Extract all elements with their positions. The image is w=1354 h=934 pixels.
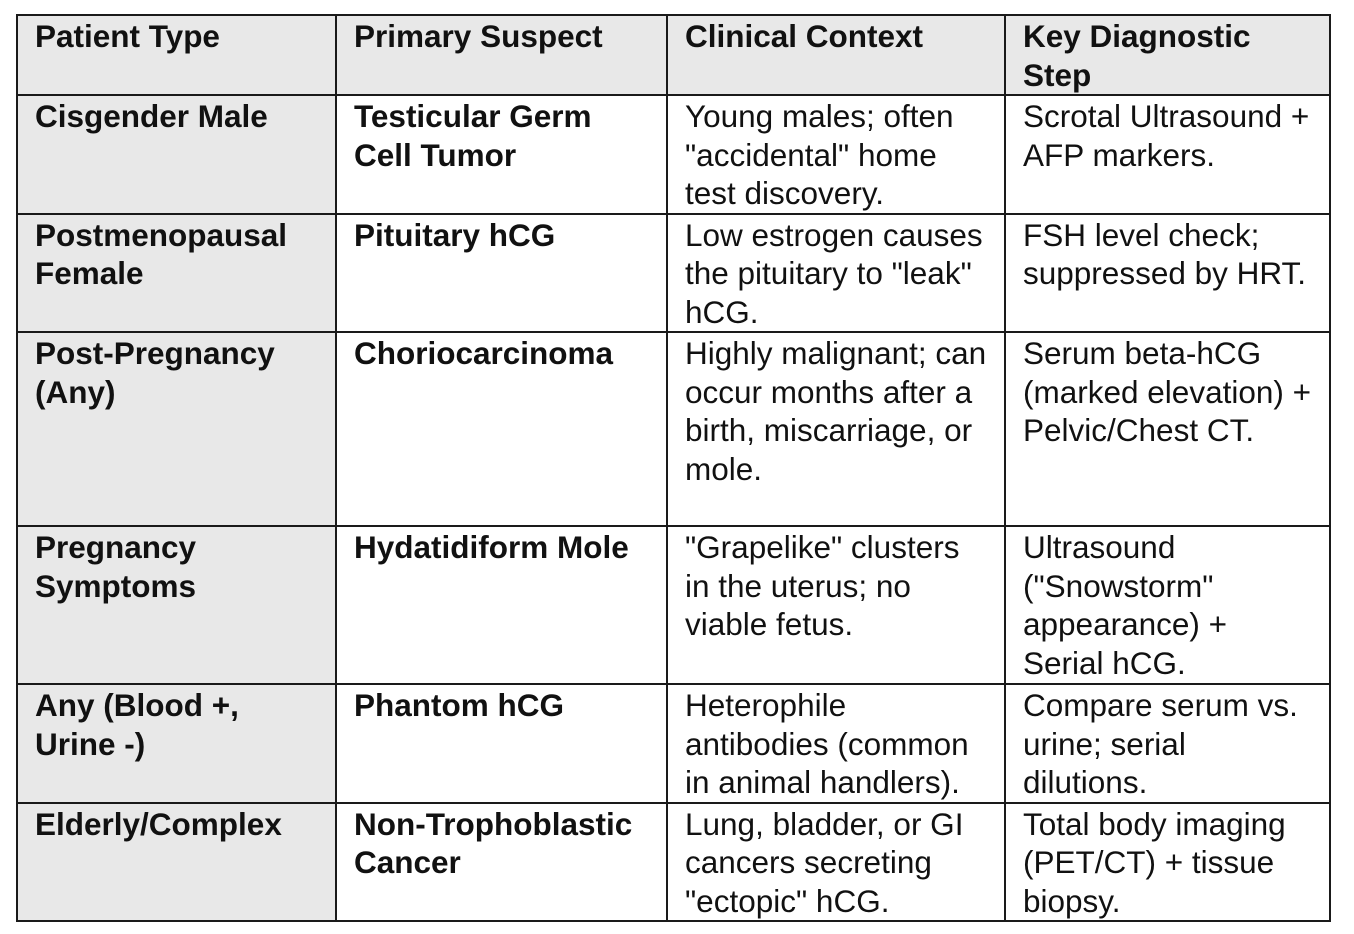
clinical-context-cell: Heterophile antibodies (common in animal handlers). [667, 684, 1005, 803]
clinical-context-cell: Low estrogen causes the pituitary to "leak" hCG. [667, 214, 1005, 333]
patient-type-cell: Postmenopausal Female [17, 214, 336, 333]
patient-type-cell: Pregnancy Symptoms [17, 526, 336, 684]
patient-type-cell: Cisgender Male [17, 95, 336, 214]
primary-suspect-cell: Pituitary hCG [336, 214, 667, 333]
header-clinical-context: Clinical Context [667, 15, 1005, 95]
table-row [17, 214, 1330, 333]
clinical-context-cell: Young males; often "accidental" home test discovery. [667, 95, 1005, 214]
patient-type-cell: Post-Pregnancy (Any) [17, 332, 336, 526]
primary-suspect-cell: Non-Trophoblastic Cancer [336, 803, 667, 922]
key-step-cell: FSH level check; suppressed by HRT. [1005, 214, 1330, 333]
key-step-cell: Ultrasound ("Snowstorm" appearance) + Serial hCG. [1005, 526, 1330, 684]
primary-suspect-cell: Testicular Germ Cell Tumor [336, 95, 667, 214]
key-step-cell: Scrotal Ultrasound + AFP markers. [1005, 95, 1330, 214]
patient-type-cell: Any (Blood +, Urine -) [17, 684, 336, 803]
table-row [17, 95, 1330, 214]
header-patient-type: Patient Type [17, 15, 336, 95]
primary-suspect-cell: Hydatidiform Mole [336, 526, 667, 684]
table-row [17, 332, 1330, 526]
header-row [17, 15, 1330, 95]
patient-type-cell: Elderly/Complex [17, 803, 336, 922]
header-primary-suspect: Primary Suspect [336, 15, 667, 95]
primary-suspect-cell: Phantom hCG [336, 684, 667, 803]
table-row [17, 526, 1330, 684]
key-step-cell: Compare serum vs. urine; serial dilutions. [1005, 684, 1330, 803]
clinical-context-cell: Lung, bladder, or GI cancers secreting "ectopic" hCG. [667, 803, 1005, 922]
table-row [17, 803, 1330, 922]
key-step-cell: Total body imaging (PET/CT) + tissue biopsy. [1005, 803, 1330, 922]
header-key-diagnostic-step: Key Diagnostic Step [1005, 15, 1330, 95]
table-row [17, 684, 1330, 803]
diagnosis-table [16, 14, 1331, 922]
clinical-context-cell: Highly malignant; can occur months after a birth, miscarriage, or mole. [667, 332, 1005, 526]
key-step-cell: Serum beta-hCG (marked elevation) + Pelvic/Chest CT. [1005, 332, 1330, 526]
clinical-context-cell: "Grapelike" clusters in the uterus; no viable fetus. [667, 526, 1005, 684]
primary-suspect-cell: Choriocarcinoma [336, 332, 667, 526]
